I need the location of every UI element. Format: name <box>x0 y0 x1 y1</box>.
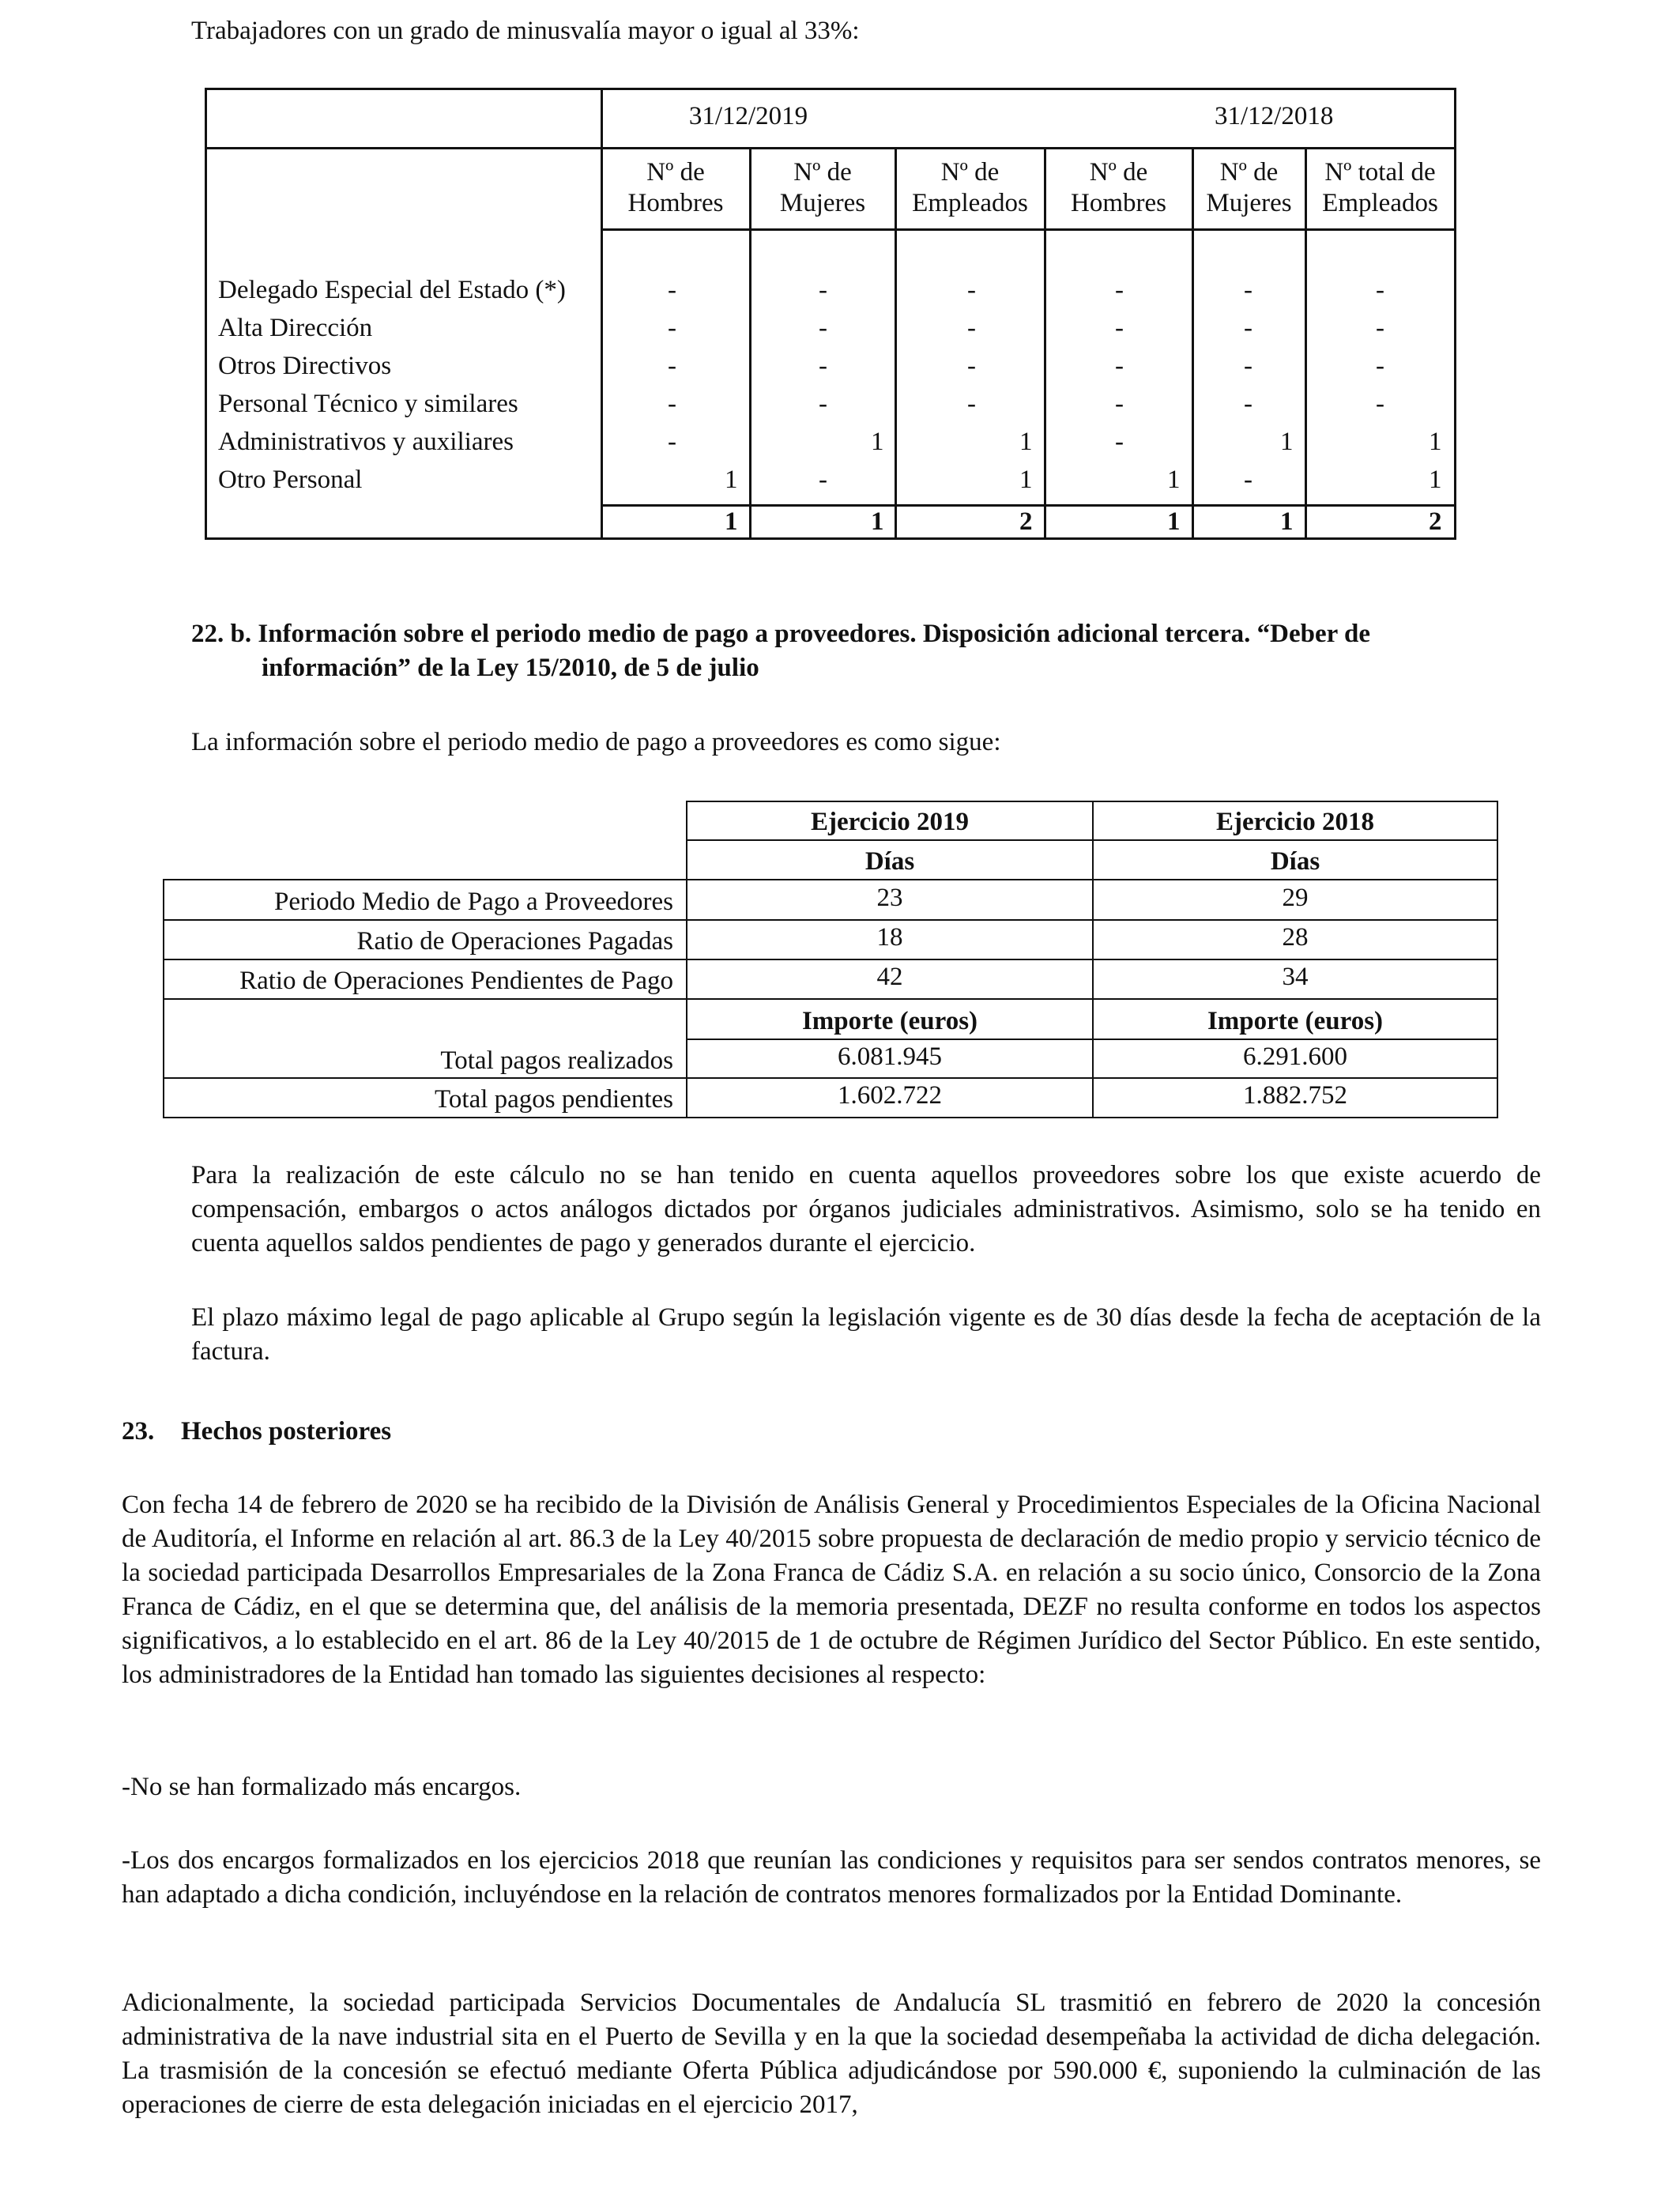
table-cell: 1 <box>1167 466 1181 494</box>
table-cell: - <box>1115 314 1124 342</box>
table-cell: - <box>1244 390 1252 418</box>
table-cell: 23 <box>876 884 903 912</box>
section-22b-intro: La información sobre el periodo medio de pago a proveedores es como sigue: <box>191 728 1001 756</box>
intro-workers-text: Trabajadores con un grado de minusvalía mayor o igual al 33%: <box>191 17 860 45</box>
table-cell: - <box>668 314 676 342</box>
table-cell: - <box>967 352 976 380</box>
section-22b-heading-line2: información” de la Ley 15/2010, de 5 de julio <box>262 654 759 682</box>
table-cell: - <box>1376 352 1384 380</box>
section-23-paragraph: -Los dos encargos formalizados en los ejercicios 2018 que reunían las condiciones y requisitos para ser sendos contratos menores, se han adaptado a dicha condición, incluyéndose en la relación de contratos menores formalizados por la Entidad Dominante. <box>122 1846 1541 1909</box>
table-row-label: Ratio de Operaciones Pendientes de Pago <box>239 967 673 995</box>
period-header-2019: 31/12/2019 <box>688 102 808 130</box>
section-22b-heading-line1: 22. b. Información sobre el periodo medio de pago a proveedores. Disposición adicional tercera. “Deber de <box>191 620 1370 648</box>
table-cell: - <box>967 314 976 342</box>
table-cell: 1 <box>871 428 884 456</box>
table-total-cell: 2 <box>1429 507 1442 536</box>
table-row-label: Otros Directivos <box>218 352 392 380</box>
table-cell: 1 <box>1019 466 1033 494</box>
section-23-paragraph: Adicionalmente, la sociedad participada Servicios Documentales de Andalucía SL trasmitió en febrero de 2020 la concesión administrativa de la nave industrial sita en el Puerto de Sevilla y en la que la sociedad desempeñaba la actividad de dicha delegación. La trasmisión de la concesión se efectuó mediante Oferta Pública adjudicándose por 590.000 €, suponiendo la culminación de las operaciones de cierre de esta delegación iniciadas en el ejercicio 2017, <box>122 1989 1541 2119</box>
table-cell: - <box>668 390 676 418</box>
table-cell: 1 <box>1019 428 1033 456</box>
table-cell: - <box>967 390 976 418</box>
table-cell: 42 <box>876 963 903 991</box>
period-header-2018: 31/12/2018 <box>1215 102 1334 130</box>
table-cell: - <box>1244 352 1252 380</box>
year-header-2018: Ejercicio 2018 <box>1215 808 1375 836</box>
table-cell: - <box>1115 428 1124 456</box>
unit-amount-2018: Importe (euros) <box>1207 1007 1384 1035</box>
table-cell: 1 <box>725 466 738 494</box>
table-row-label: Delegado Especial del Estado (*) <box>218 276 566 304</box>
column-header: Nº de Mujeres <box>1206 158 1292 217</box>
table-cell: - <box>819 276 827 304</box>
table-cell: - <box>967 276 976 304</box>
payment-period-table <box>163 801 1498 1118</box>
table-cell: 29 <box>1282 884 1309 912</box>
section-23-paragraph: -No se han formalizado más encargos. <box>122 1773 522 1801</box>
table-cell: 28 <box>1282 923 1309 952</box>
table-cell: - <box>1115 390 1124 418</box>
table-total-cell: 1 <box>1280 507 1294 536</box>
table-row-label: Personal Técnico y similares <box>218 390 518 418</box>
column-header: Nº de Hombres <box>627 158 724 217</box>
table-cell: 6.081.945 <box>838 1042 942 1071</box>
table-row-label: Total pagos pendientes <box>435 1085 673 1114</box>
table-cell: 6.291.600 <box>1243 1042 1347 1071</box>
table-cell: - <box>1376 314 1384 342</box>
table-cell: - <box>668 352 676 380</box>
section-23-number: 23. <box>122 1417 155 1446</box>
table-cell: - <box>819 314 827 342</box>
table-cell: - <box>1115 276 1124 304</box>
table-cell: - <box>819 352 827 380</box>
table-cell: 34 <box>1282 963 1309 991</box>
table-cell: - <box>1376 276 1384 304</box>
column-header: Nº de Hombres <box>1071 158 1166 217</box>
table-cell: 1 <box>1429 428 1442 456</box>
column-header: Nº de Mujeres <box>779 158 866 217</box>
unit-days-2019: Días <box>864 847 915 876</box>
section-23-title: Hechos posteriores <box>181 1417 392 1446</box>
table-cell: - <box>819 390 827 418</box>
table-cell: 1.602.722 <box>838 1081 942 1110</box>
table-cell: - <box>1244 466 1252 494</box>
table-row-label: Alta Dirección <box>218 314 373 342</box>
table-total-cell: 1 <box>871 507 884 536</box>
table-row-label: Periodo Medio de Pago a Proveedores <box>274 888 673 916</box>
table-cell: 1.882.752 <box>1243 1081 1347 1110</box>
column-header: Nº de Empleados <box>912 158 1028 217</box>
paragraph-max-term: El plazo máximo legal de pago aplicable al Grupo según la legislación vigente es de 30 días desde la fecha de aceptación de la factura. <box>191 1303 1541 1366</box>
table-row-label: Total pagos realizados <box>440 1046 673 1075</box>
disability-workers-table <box>205 88 1456 540</box>
table-total-cell: 1 <box>725 507 738 536</box>
table-row-label: Ratio de Operaciones Pagadas <box>356 927 673 956</box>
table-row-label: Otro Personal <box>218 466 363 494</box>
table-cell: 1 <box>1280 428 1294 456</box>
table-row-label: Administrativos y auxiliares <box>218 428 514 456</box>
table-total-cell: 2 <box>1019 507 1033 536</box>
section-23-paragraph: Con fecha 14 de febrero de 2020 se ha recibido de la División de Análisis General y Procedimientos Especiales de la Oficina Nacional de Auditoría, el Informe en relación al art. 86.3 de la Ley 40/2015 sobre propuesta de declaración de medio propio y servicio técnico de la sociedad participada Desarrollos Empresariales de la Zona Franca de Cádiz S.A. en relación a su socio único, Consorcio de la Zona Franca de Cádiz, en el que se determina que, del análisis de la memoria presentada, DEZF no resulta conforme en todos los aspectos significativos, a lo establecido en el art. 86 de la Ley 40/2015 de 1 de octubre de Régimen Jurídico del Sector Público. En este sentido, los administradores de la Entidad han tomado las siguientes decisiones al respecto: <box>122 1491 1541 1689</box>
table-cell: 18 <box>876 923 903 952</box>
column-header: Nº total de Empleados <box>1322 158 1438 217</box>
table-cell: - <box>668 428 676 456</box>
year-header-2019: Ejercicio 2019 <box>810 808 970 836</box>
table-cell: - <box>1244 276 1252 304</box>
table-cell: - <box>1115 352 1124 380</box>
table-cell: - <box>1244 314 1252 342</box>
table-total-cell: 1 <box>1167 507 1181 536</box>
table-cell: - <box>1376 390 1384 418</box>
table-cell: - <box>819 466 827 494</box>
unit-days-2018: Días <box>1270 847 1320 876</box>
unit-amount-2019: Importe (euros) <box>801 1007 978 1035</box>
table-cell: - <box>668 276 676 304</box>
paragraph-calculation: Para la realización de este cálculo no se han tenido en cuenta aquellos proveedores sobre los que existe acuerdo de compensación, embargos o actos análogos dictados por órganos judiciales administrativos. Asimismo, solo se ha tenido en cuenta aquellos saldos pendientes de pago y generados durante el ejercicio. <box>191 1161 1541 1257</box>
table-cell: 1 <box>1429 466 1442 494</box>
